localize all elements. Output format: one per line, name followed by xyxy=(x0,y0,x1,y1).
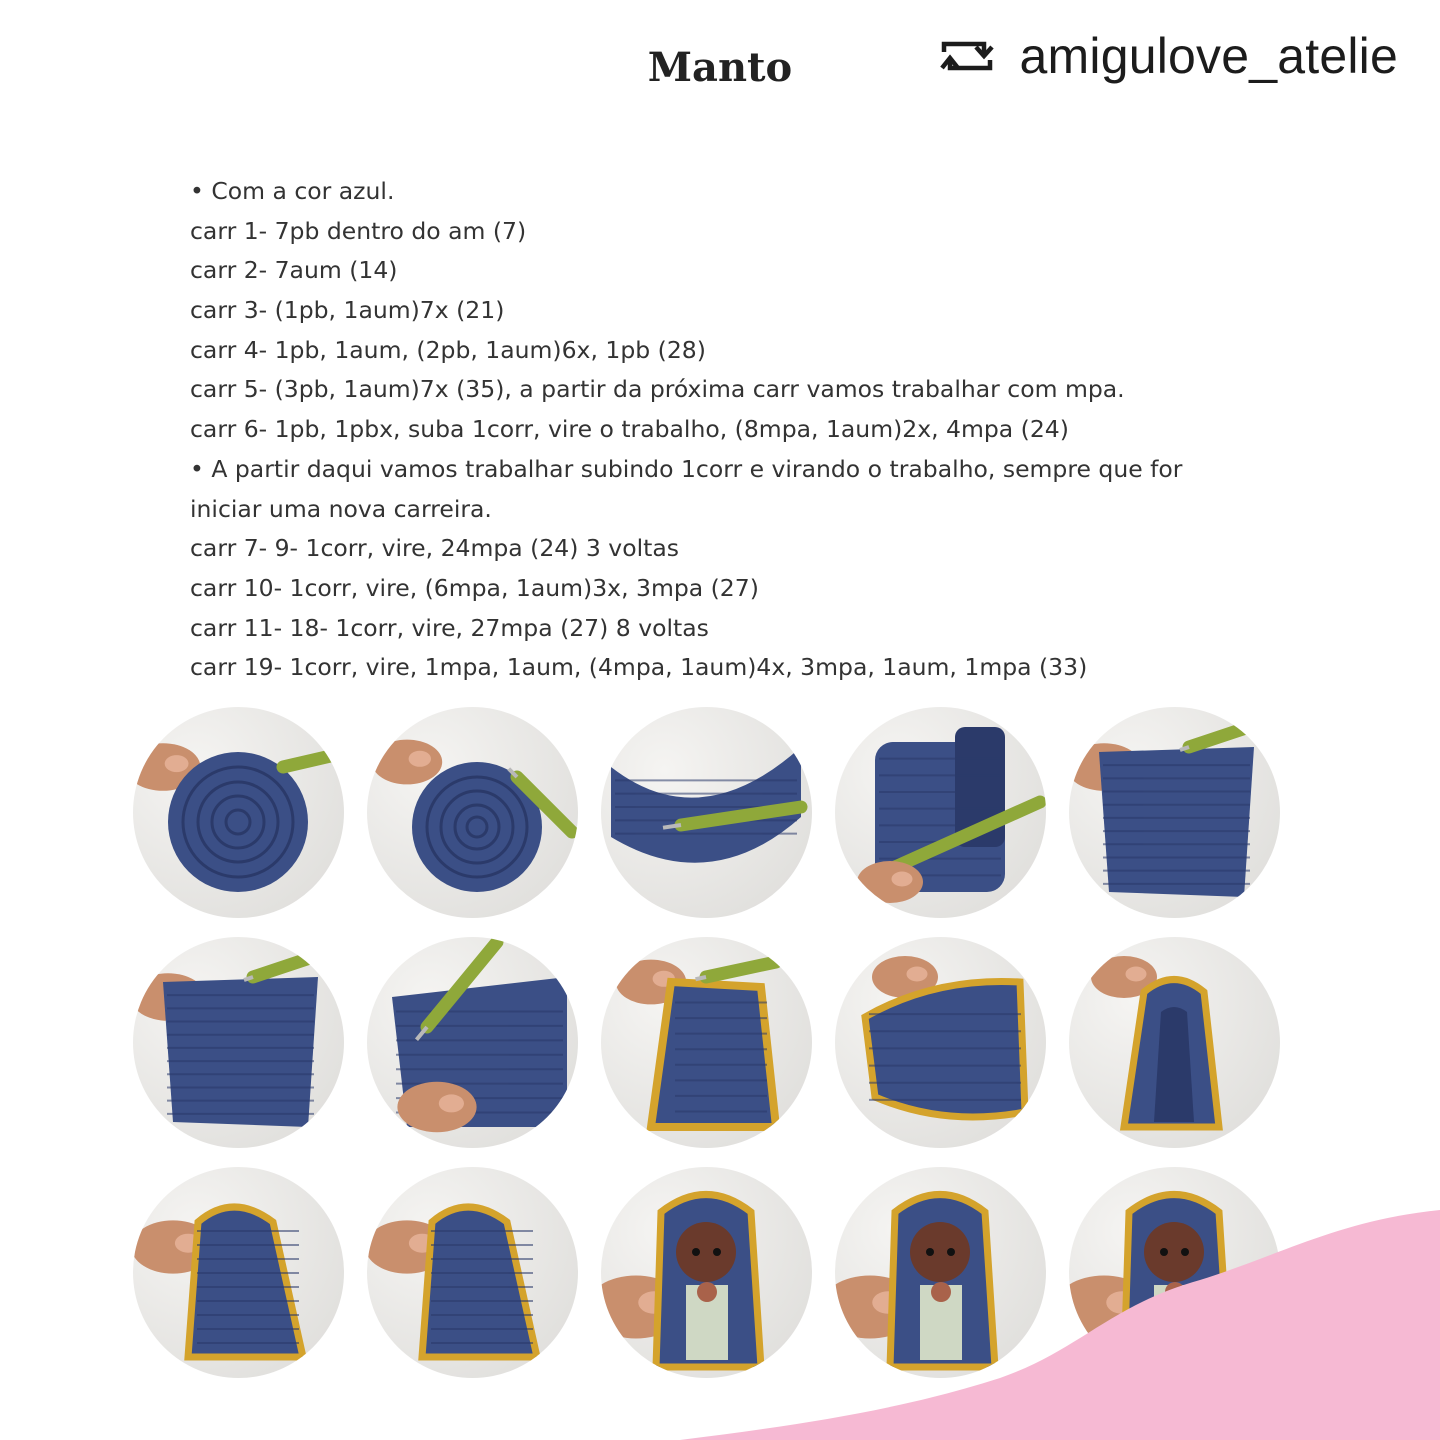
instruction-line: carr 6- 1pb, 1pbx, suba 1corr, vire o trabalho, (8mpa, 1aum)2x, 4mpa (24) xyxy=(190,415,1069,444)
pink-decoration xyxy=(680,1210,1440,1440)
pattern-instructions xyxy=(190,172,1250,688)
repost-header xyxy=(936,26,1398,86)
crochet-step-illustration xyxy=(1069,937,1280,1148)
step-04-photo xyxy=(835,707,1046,918)
step-11-photo xyxy=(133,1167,344,1378)
instruction-line: iniciar uma nova carreira. xyxy=(190,494,492,523)
step-02-photo xyxy=(367,707,578,918)
instruction-line: • A partir daqui vamos trabalhar subindo 1corr e virando o trabalho, sempre que for xyxy=(190,454,1183,483)
instruction-line: carr 10- 1corr, vire, (6mpa, 1aum)3x, 3mpa (27) xyxy=(190,573,759,602)
crochet-step-illustration xyxy=(367,937,578,1148)
crochet-step-illustration xyxy=(835,937,1046,1148)
section-title: Manto xyxy=(647,44,793,91)
instruction-line: carr 5- (3pb, 1aum)7x (35), a partir da próxima carr vamos trabalhar com mpa. xyxy=(190,375,1125,404)
crochet-step-illustration xyxy=(133,1167,344,1378)
instruction-line: carr 1- 7pb dentro do am (7) xyxy=(190,216,527,245)
step-09-photo xyxy=(835,937,1046,1148)
repost-username[interactable]: amigulove_atelie xyxy=(1019,28,1398,84)
instruction-line: carr 19- 1corr, vire, 1mpa, 1aum, (4mpa, 1aum)4x, 3mpa, 1aum, 1mpa (33) xyxy=(190,653,1088,682)
instruction-line: carr 4- 1pb, 1aum, (2pb, 1aum)6x, 1pb (28) xyxy=(190,335,706,364)
crochet-step-illustration xyxy=(601,707,812,918)
step-07-photo xyxy=(367,937,578,1148)
crochet-step-illustration xyxy=(133,937,344,1148)
step-03-photo xyxy=(601,707,812,918)
crochet-step-illustration xyxy=(601,937,812,1148)
instruction-line: • Com a cor azul. xyxy=(190,177,395,205)
step-05-photo xyxy=(1069,707,1280,918)
instruction-line: carr 11- 18- 1corr, vire, 27mpa (27) 8 voltas xyxy=(190,613,709,642)
crochet-step-illustration xyxy=(367,707,578,918)
step-12-photo xyxy=(367,1167,578,1378)
crochet-step-illustration xyxy=(835,707,1046,918)
step-10-photo xyxy=(1069,937,1280,1148)
step-01-photo xyxy=(133,707,344,918)
crochet-step-illustration xyxy=(133,707,344,918)
instruction-line: carr 2- 7aum (14) xyxy=(190,256,398,285)
instruction-line: carr 7- 9- 1corr, vire, 24mpa (24) 3 voltas xyxy=(190,534,679,563)
step-06-photo xyxy=(133,937,344,1148)
instruction-line: carr 3- (1pb, 1aum)7x (21) xyxy=(190,296,505,325)
repost-icon[interactable] xyxy=(936,34,998,78)
crochet-step-illustration xyxy=(1069,707,1280,918)
crochet-step-illustration xyxy=(367,1167,578,1378)
step-08-photo xyxy=(601,937,812,1148)
